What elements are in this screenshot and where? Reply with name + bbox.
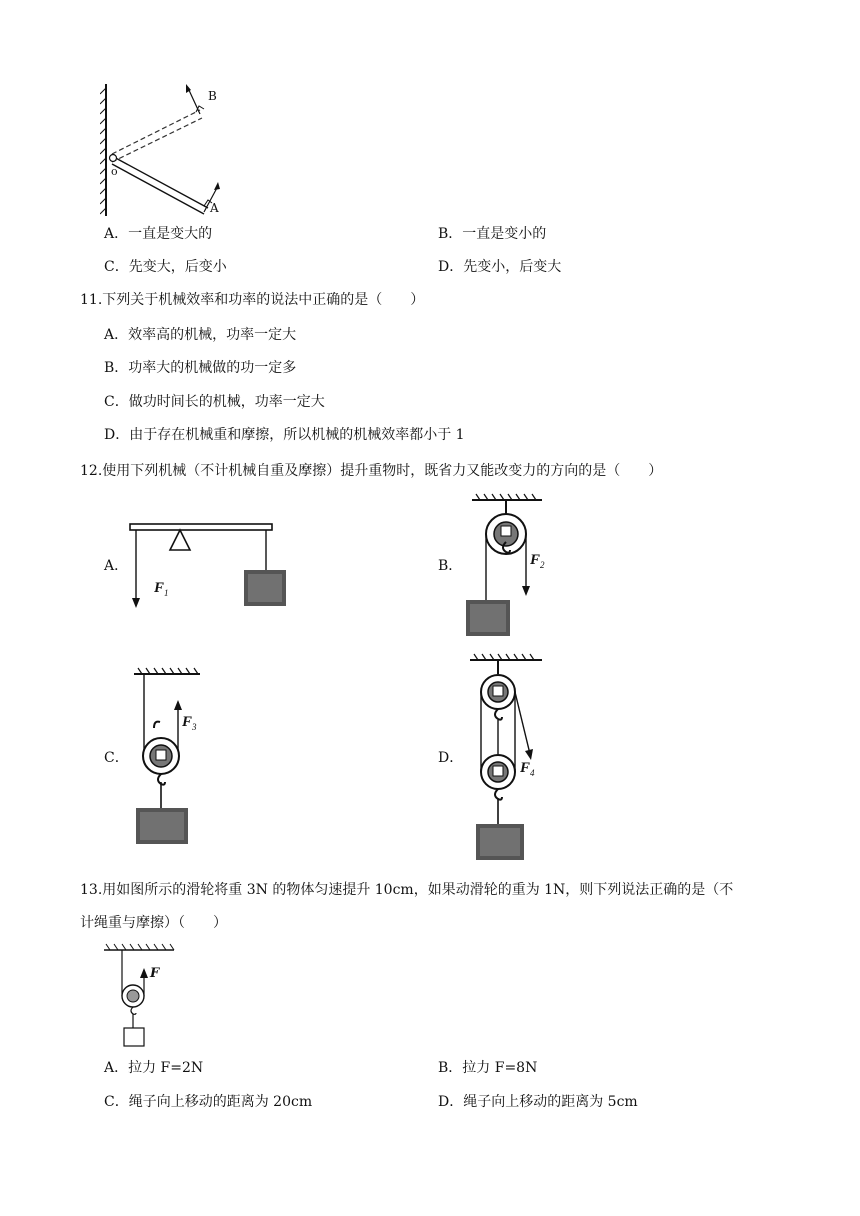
svg-text:3: 3 <box>192 722 197 732</box>
q13-option-d: D．绳子向上移动的距离为 5cm <box>438 1094 638 1110</box>
q13-force-label: F <box>150 966 160 981</box>
q11-option-d: D．由于存在机械重和摩擦，所以机械的机械效率都小于 1 <box>104 427 465 443</box>
svg-text:4: 4 <box>530 768 535 778</box>
q10-label-a: A <box>210 201 219 215</box>
q10-lever-figure <box>100 82 225 220</box>
svg-text:F: F <box>520 760 531 776</box>
q12-lever-figure <box>126 518 291 612</box>
q13-option-a: A．拉力 F=2N <box>104 1060 204 1076</box>
q12-option-b-letter: B． <box>438 558 463 574</box>
svg-text:F: F <box>530 552 541 568</box>
q13-option-c: C．绳子向上移动的距离为 20cm <box>104 1094 313 1110</box>
q13-option-b: B．拉力 F=8N <box>438 1060 538 1076</box>
q11-option-a: A．效率高的机械，功率一定大 <box>104 327 297 343</box>
q12-stem: 12.使用下列机械（不计机械自重及摩擦）提升重物时，既省力又能改变力的方向的是（ ） <box>80 463 663 479</box>
q11-stem: 11.下列关于机械效率和功率的说法中正确的是（ ） <box>80 292 425 308</box>
q12-pulley-block-figure <box>464 648 546 864</box>
q12-option-c-letter: C． <box>104 750 129 766</box>
q13-stem-line2: 计绳重与摩擦）（ ） <box>80 915 227 931</box>
q12-fixed-pulley-figure <box>458 492 550 640</box>
svg-text:F: F <box>154 580 165 596</box>
svg-text:F: F <box>182 714 193 730</box>
q10-label-o: o <box>111 165 118 178</box>
q13-stem-line1: 13.用如图所示的滑轮将重 3N 的物体匀速提升 10cm，如果动滑轮的重为 1N，则下列说法正确的是（不 <box>80 882 734 898</box>
q13-movable-pulley-figure <box>100 940 180 1050</box>
svg-text:1: 1 <box>164 588 169 598</box>
q12-movable-pulley-figure <box>130 662 210 848</box>
q10-label-b: B <box>208 89 217 103</box>
svg-text:2: 2 <box>540 560 545 570</box>
q10-option-d: D．先变小，后变大 <box>438 259 562 275</box>
q12-option-d-letter: D． <box>438 750 464 766</box>
q11-option-c: C．做功时间长的机械，功率一定大 <box>104 394 325 410</box>
q10-option-c: C．先变大，后变小 <box>104 259 227 275</box>
q10-option-a: A．一直是变大的 <box>104 226 213 242</box>
q11-option-b: B．功率大的机械做的功一定多 <box>104 360 297 376</box>
q12-option-a-letter: A． <box>104 558 129 574</box>
q10-option-b: B．一直是变小的 <box>438 226 547 242</box>
